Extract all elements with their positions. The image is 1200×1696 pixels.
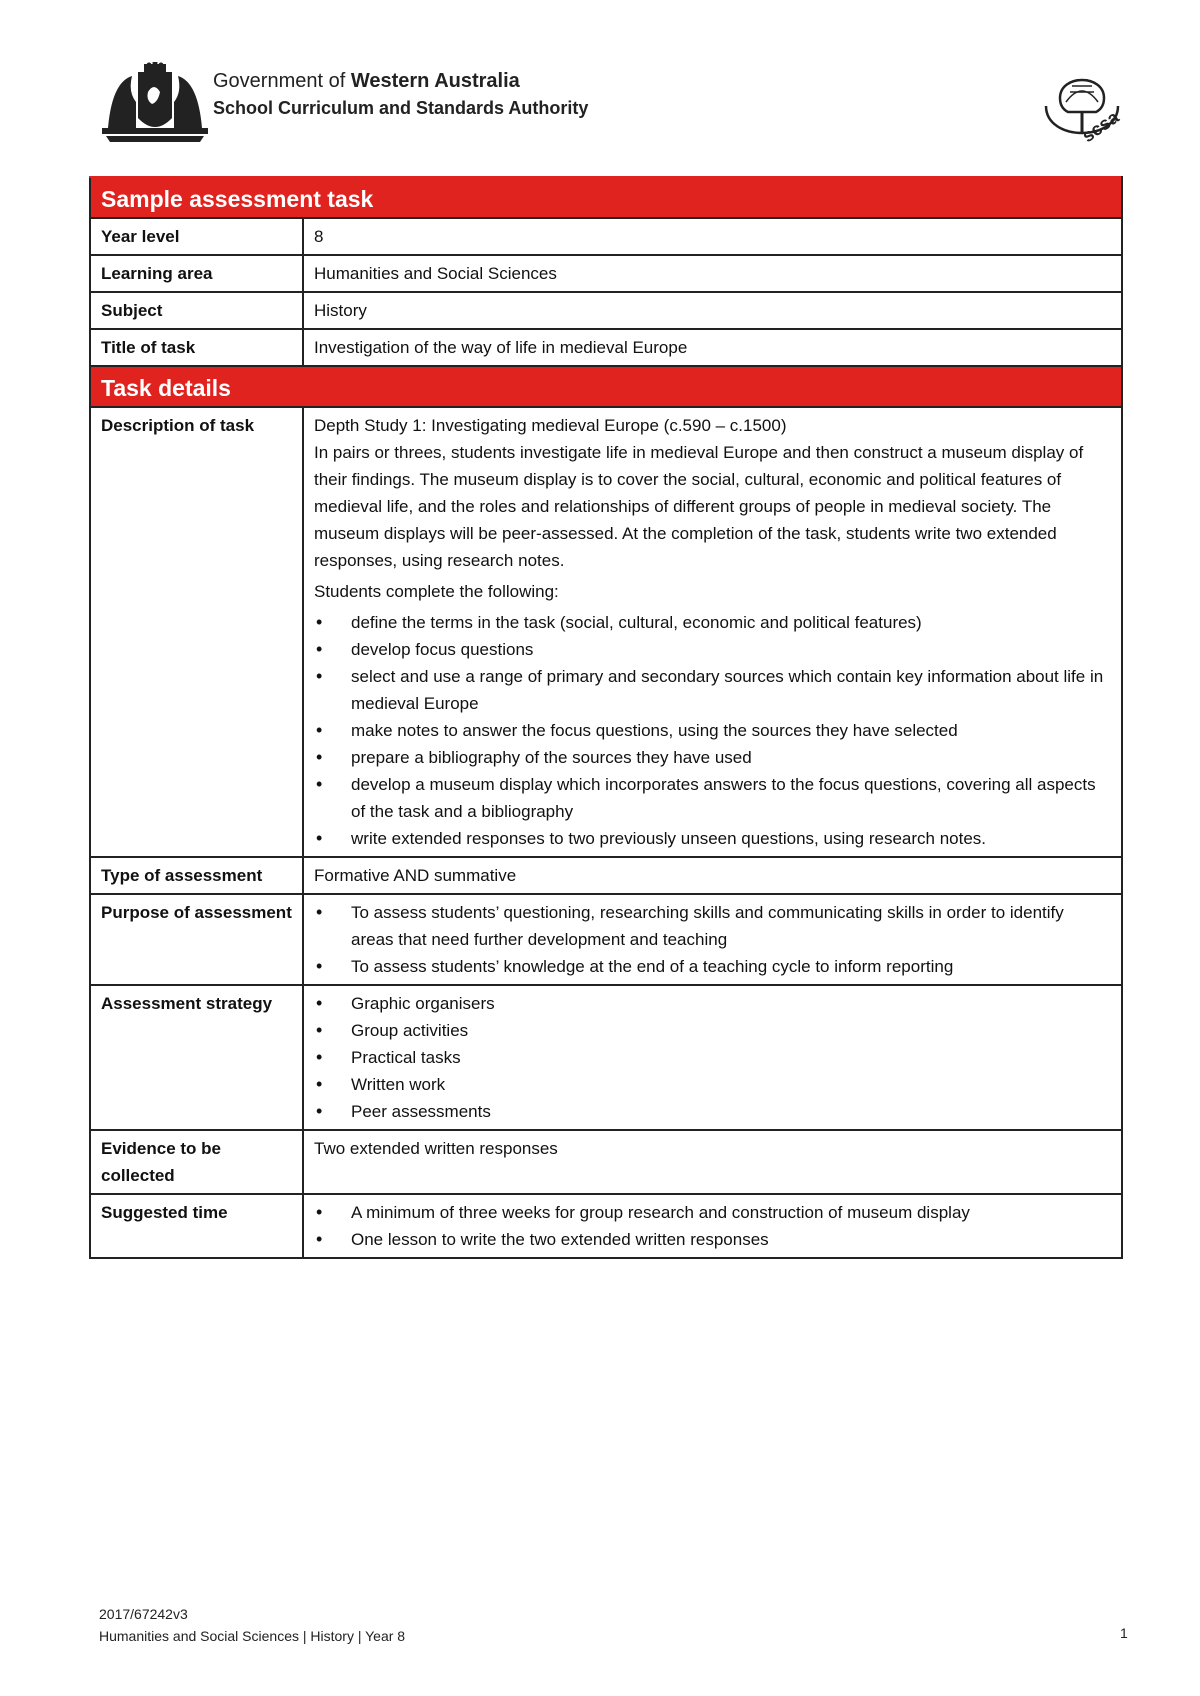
- wa-coat-of-arms-icon: [102, 62, 208, 142]
- page-footer: [99, 1603, 405, 1647]
- row-label: Suggested time: [90, 1194, 303, 1258]
- page-number: 1: [1120, 1625, 1128, 1641]
- row-value: Humanities and Social Sciences: [303, 255, 1122, 292]
- list-item: • To assess students’ knowledge at the end of a teaching cycle to inform reporting: [314, 953, 1111, 980]
- description-lead: Students complete the following:: [314, 582, 559, 601]
- row-label: Assessment strategy: [90, 985, 303, 1130]
- row-label: Description of task: [90, 407, 303, 857]
- row-label: Purpose of assessment: [90, 894, 303, 985]
- row-label: Type of assessment: [90, 857, 303, 894]
- time-bullets: [314, 1199, 1111, 1253]
- list-item: • make notes to answer the focus questions, using the sources they have selected: [314, 717, 1111, 744]
- list-item: • define the terms in the task (social, cultural, economic and political features): [314, 609, 1111, 636]
- section-title: Task details: [90, 366, 1122, 407]
- depth-study-heading: Depth Study 1: Investigating medieval Europe (c.590 – c.1500): [314, 416, 787, 435]
- page-header: [0, 0, 1200, 160]
- row-label: Year level: [90, 218, 303, 255]
- row-evidence: [90, 1130, 1122, 1194]
- row-suggested-time: [90, 1194, 1122, 1258]
- list-item: • Practical tasks: [314, 1044, 1111, 1071]
- list-item: • One lesson to write the two extended written responses: [314, 1226, 1111, 1253]
- row-value: [303, 407, 1122, 857]
- section-header-details: [90, 366, 1122, 407]
- list-item: • Written work: [314, 1071, 1111, 1098]
- row-value: [303, 985, 1122, 1130]
- row-label: Title of task: [90, 329, 303, 366]
- list-item: • prepare a bibliography of the sources they have used: [314, 744, 1111, 771]
- row-learning-area: [90, 255, 1122, 292]
- row-value: History: [303, 292, 1122, 329]
- row-assessment-strategy: [90, 985, 1122, 1130]
- row-title-of-task: [90, 329, 1122, 366]
- list-item: • Graphic organisers: [314, 990, 1111, 1017]
- row-value: Formative AND summative: [303, 857, 1122, 894]
- government-title: Government of Western Australia: [213, 70, 520, 92]
- strategy-bullets: [314, 990, 1111, 1125]
- authority-name: School Curriculum and Standards Authority: [213, 98, 589, 118]
- row-type-of-assessment: [90, 857, 1122, 894]
- row-purpose: [90, 894, 1122, 985]
- description-paragraph: In pairs or threes, students investigate life in medieval Europe and then construct a museum display of their findings. The museum display is to cover the social, cultural, economic and political features of medieval life, and the roles and relationships of different groups of people in medieval society. The museum displays will be peer-assessed. At the completion of the task, students write two extended responses, using research notes.: [314, 443, 1084, 570]
- row-subject: [90, 292, 1122, 329]
- description-bullets: [314, 609, 1111, 852]
- row-value: Investigation of the way of life in medieval Europe: [303, 329, 1122, 366]
- list-item: • develop a museum display which incorporates answers to the focus questions, covering all aspects of the task and a bibliography: [314, 771, 1111, 825]
- row-description: [90, 407, 1122, 857]
- list-item: • write extended responses to two previously unseen questions, using research notes.: [314, 825, 1111, 852]
- list-item: • Peer assessments: [314, 1098, 1111, 1125]
- row-value: Two extended written responses: [303, 1130, 1122, 1194]
- list-item: • select and use a range of primary and secondary sources which contain key information about life in medieval Europe: [314, 663, 1111, 717]
- scsa-logo-text: scsa: [1078, 106, 1123, 147]
- assessment-task-table: [89, 176, 1123, 1259]
- purpose-bullets: [314, 899, 1111, 980]
- document-id: 2017/67242v3: [99, 1606, 188, 1622]
- list-item: • A minimum of three weeks for group research and construction of museum display: [314, 1199, 1111, 1226]
- row-label: Learning area: [90, 255, 303, 292]
- section-header-sample: [90, 177, 1122, 218]
- scsa-logo-icon: [1038, 58, 1126, 150]
- row-value: 8: [303, 218, 1122, 255]
- row-label: Subject: [90, 292, 303, 329]
- list-item: • develop focus questions: [314, 636, 1111, 663]
- row-value: [303, 894, 1122, 985]
- list-item: • Group activities: [314, 1017, 1111, 1044]
- row-value: [303, 1194, 1122, 1258]
- section-title: Sample assessment task: [90, 177, 1122, 218]
- row-label: Evidence to be collected: [90, 1130, 303, 1194]
- footer-breadcrumb: Humanities and Social Sciences | History | Year 8: [99, 1628, 406, 1644]
- row-year-level: [90, 218, 1122, 255]
- list-item: • To assess students’ questioning, researching skills and communicating skills in order to identify areas that need further development and teaching: [314, 899, 1111, 953]
